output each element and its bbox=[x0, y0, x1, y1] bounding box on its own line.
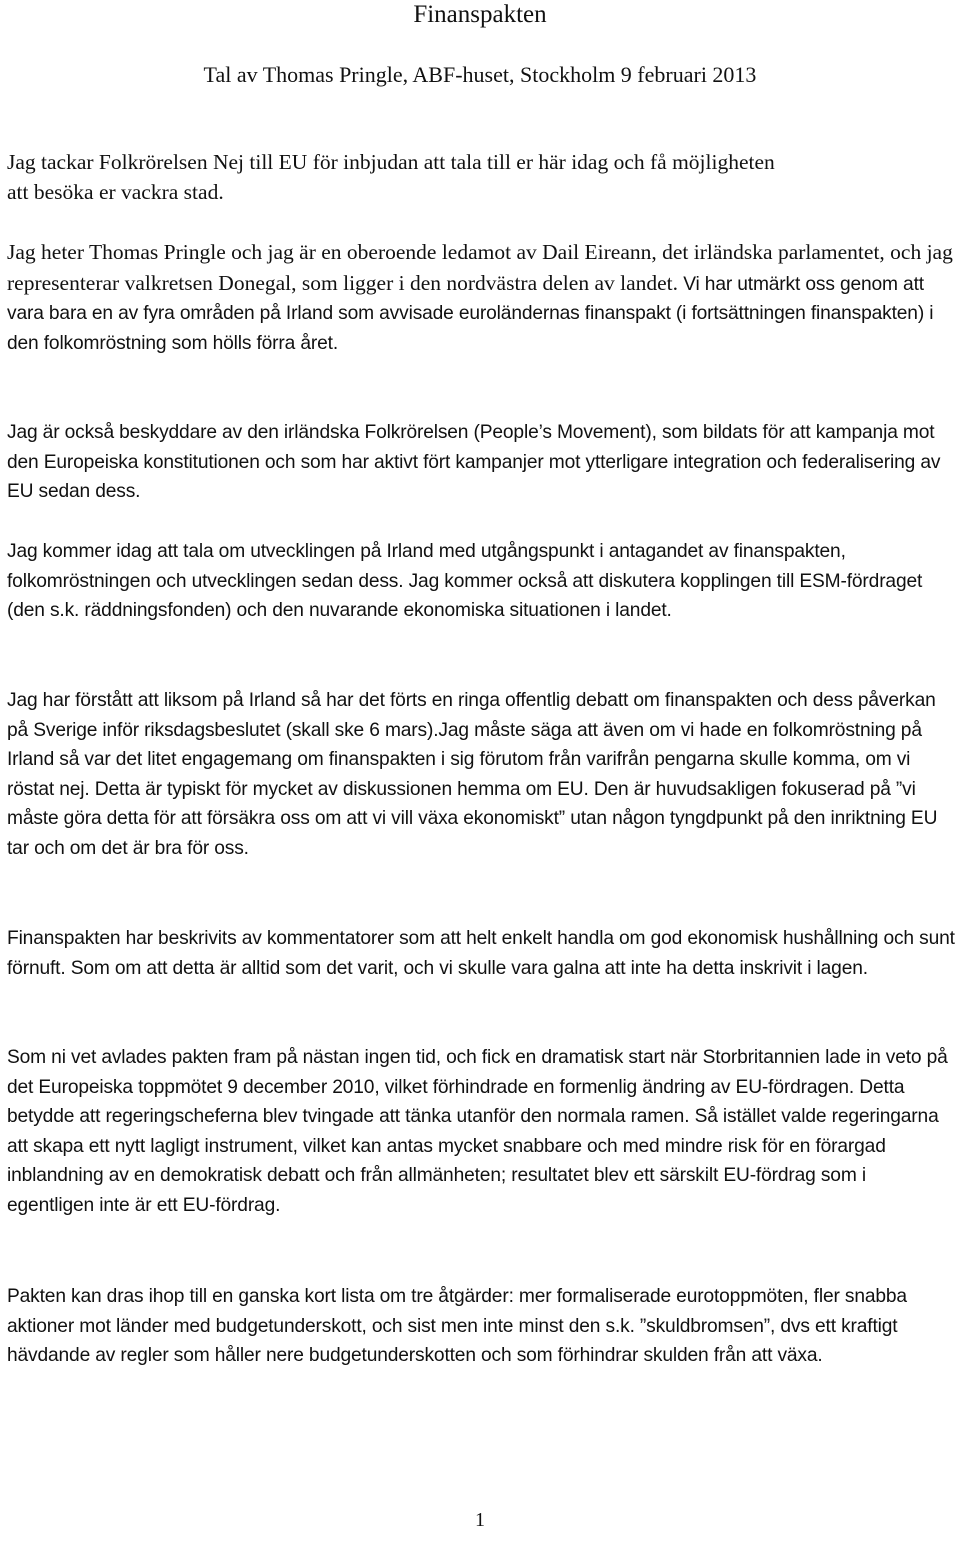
paragraph-8: Pakten kan dras ihop till en ganska kort lista om tre åtgärder: mer formaliserade eurotoppmöten, fler snabba aktioner mot länder med budgetunderskott, och sist men inte minst den s.k. ”skuldbromsen”, dvs ett kraftigt hävdande av regler som håller nere budgetunderskotten och som förhindrar skulden från att växa. bbox=[7, 1286, 907, 1367]
paragraph-1-line-1: Jag tackar Folkrörelsen Nej till EU för inbjudan att tala till er här idag och få möjligheten bbox=[7, 150, 775, 174]
paragraph-2 bbox=[7, 238, 957, 358]
paragraph-1-line-2: att besöka er vackra stad. bbox=[7, 179, 224, 204]
document-title: Finanspakten bbox=[413, 1, 547, 28]
paragraph-4: Jag kommer idag att tala om utvecklingen på Irland med utgångspunkt i antagandet av finanspakten, folkomröstningen och utvecklingen sedan dess. Jag kommer också att diskutera kopplingen till ESM-fördraget (den s.k. räddningsfonden) och den nuvarande ekonomiska situationen i landet. bbox=[7, 541, 923, 622]
paragraph-5: Jag har förstått att liksom på Irland så har det förts en ringa offentlig debatt om finanspakten och dess påverkan på Sverige inför riksdagsbeslutet (skall ske 6 mars).Jag måste säga att även om vi hade en folkomröstning på Irland så var det litet engagemang om finanspakten i sig förutom från varifrån pengarna skulle komma, om vi röstat nej. Detta är typiskt för mycket av diskussionen hemma om EU. Den är huvudsakligen fokuserad på ”vi måste göra detta för att försäkra oss om att vi vill växa ekonomiskt” utan någon tyngdpunkt på den inriktning EU tar och om det är bra för oss. bbox=[7, 690, 938, 859]
page-number: 1 bbox=[475, 1509, 485, 1531]
paragraph-6: Finanspakten har beskrivits av kommentatorer som att helt enkelt handla om god ekonomisk hushållning och sunt förnuft. Som om att detta är alltid som det varit, och vi skulle vara galna att inte ha detta inskrivit i lagen. bbox=[7, 928, 955, 979]
paragraph-2-sans-part: Vi har utmärkt oss genom att vara bara en av fyra områden på Irland som avvisade euroländernas finanspakt (i fortsättningen finanspakten) i den folkomröstning som hölls förra året. bbox=[7, 273, 934, 354]
paragraph-1 bbox=[7, 148, 957, 207]
paragraph-3: Jag är också beskyddare av den irländska Folkrörelsen (People’s Movement), som bildats för att kampanja mot den Europeiska konstitutionen och som har aktivt fört kampanjer mot ytterligare integration och federalisering av EU sedan dess. bbox=[7, 422, 941, 503]
document-subtitle: Tal av Thomas Pringle, ABF-huset, Stockholm 9 februari 2013 bbox=[203, 62, 757, 87]
paragraph-7: Som ni vet avlades pakten fram på nästan ingen tid, och fick en dramatisk start när Storbritannien lade in veto på det Europeiska toppmötet 9 december 2010, vilket förhindrade en formenlig ändring av EU-fördragen. Detta betydde att regeringscheferna blev tvingade att tänka utanför den normala ramen. Så istället valde regeringarna att skapa ett nytt lagligt instrument, vilket kan antas mycket snabbare och med mindre risk för en förargad inblandning av en demokratisk debatt och från allmänheten; resultatet blev ett särskilt EU-fördrag som i egentligen inte är ett EU-fördrag. bbox=[7, 1047, 948, 1216]
paragraph-2-serif-part: Jag heter Thomas Pringle och jag är en oberoende ledamot av Dail Eireann, det irländska parlamentet, och jag representerar valkretsen Donegal, som ligger i den nordvästra delen av landet. bbox=[7, 240, 953, 295]
